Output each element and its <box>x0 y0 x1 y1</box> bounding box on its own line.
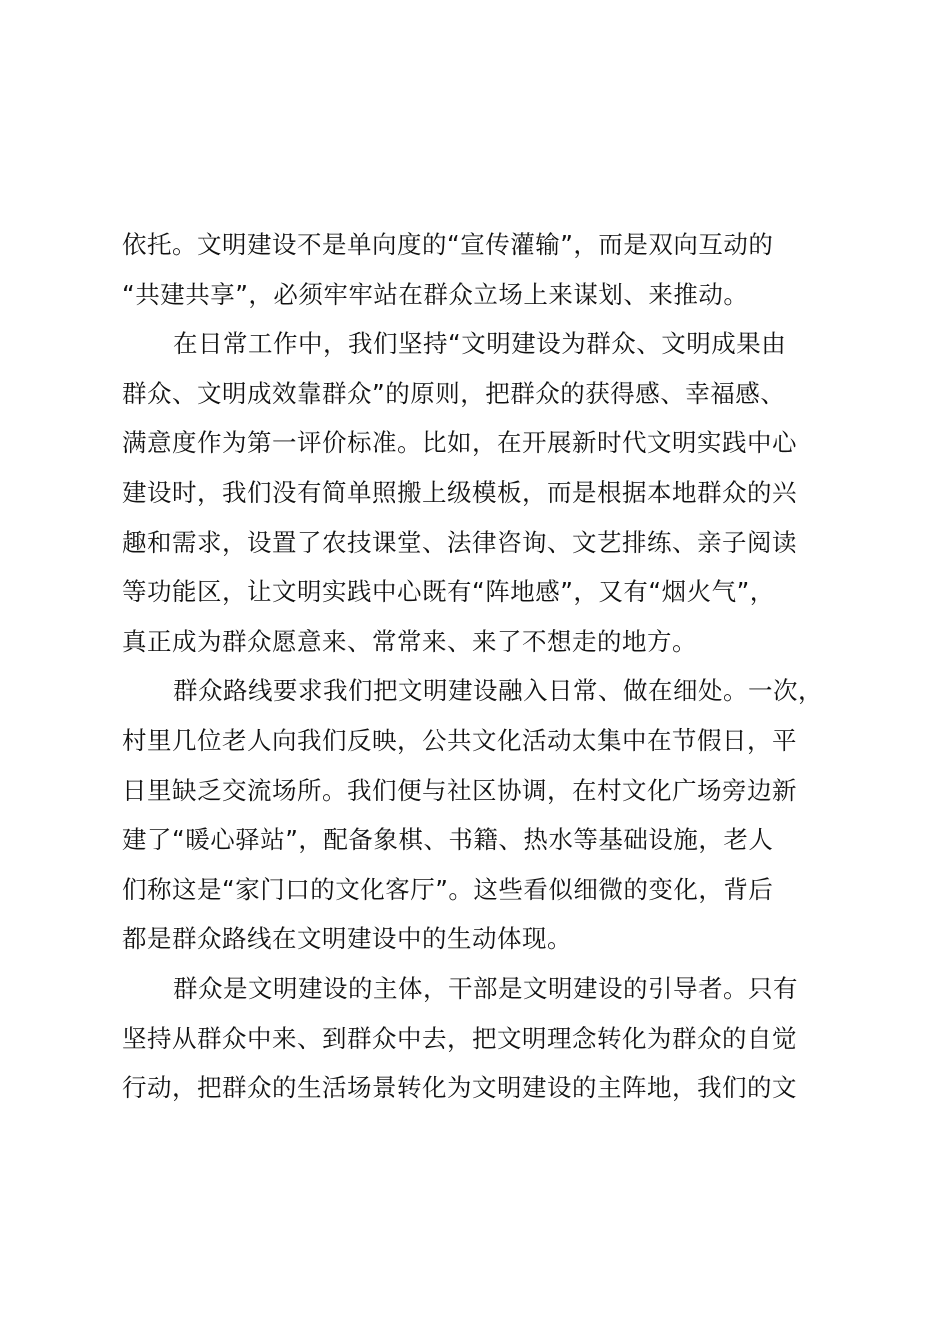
text-line-14: 们称这是“家门口的文化客厅”。这些看似细微的变化，背后 <box>122 874 774 904</box>
text-line-17: 坚持从群众中来、到群众中去，把文明理念转化为群众的自觉 <box>122 1023 797 1053</box>
text-line-7: 趣和需求，设置了农技课堂、法律咨询、文艺排练、亲子阅读 <box>122 527 797 557</box>
text-line-12: 日里缺乏交流场所。我们便与社区协调，在村文化广场旁边新 <box>122 775 797 805</box>
body-text <box>122 220 842 1113</box>
text-line-11: 村里几位老人向我们反映，公共文化活动太集中在节假日，平 <box>122 725 797 755</box>
text-line-5: 满意度作为第一评价标准。比如，在开展新时代文明实践中心 <box>122 428 797 458</box>
text-line-10: 群众路线要求我们把文明建设融入日常、做在细处。一次， <box>173 676 823 706</box>
text-line-2: “共建共享”，必须牢牢站在群众立场上来谋划、来推动。 <box>122 279 749 309</box>
text-line-8: 等功能区，让文明实践中心既有“阵地感”，又有“烟火气”， <box>122 577 775 607</box>
text-line-1: 依托。文明建设不是单向度的“宣传灌输”，而是双向互动的 <box>122 230 774 259</box>
text-line-6: 建设时，我们没有简单照搬上级模板，而是根据本地群众的兴 <box>122 477 797 507</box>
text-line-4: 群众、文明成效靠群众”的原则，把群众的获得感、幸福感、 <box>122 378 786 408</box>
text-line-15: 都是群众路线在文明建设中的生动体现。 <box>122 924 572 954</box>
text-line-9: 真正成为群众愿意来、常常来、来了不想走的地方。 <box>122 626 697 656</box>
text-line-16: 群众是文明建设的主体，干部是文明建设的引导者。只有 <box>173 973 798 1003</box>
text-line-13: 建了“暖心驿站”，配备象棋、书籍、热水等基础设施，老人 <box>122 825 774 855</box>
text-line-18: 行动，把群众的生活场景转化为文明建设的主阵地，我们的文 <box>122 1073 797 1103</box>
text-line-3: 在日常工作中，我们坚持“文明建设为群众、文明成果由 <box>173 329 787 359</box>
